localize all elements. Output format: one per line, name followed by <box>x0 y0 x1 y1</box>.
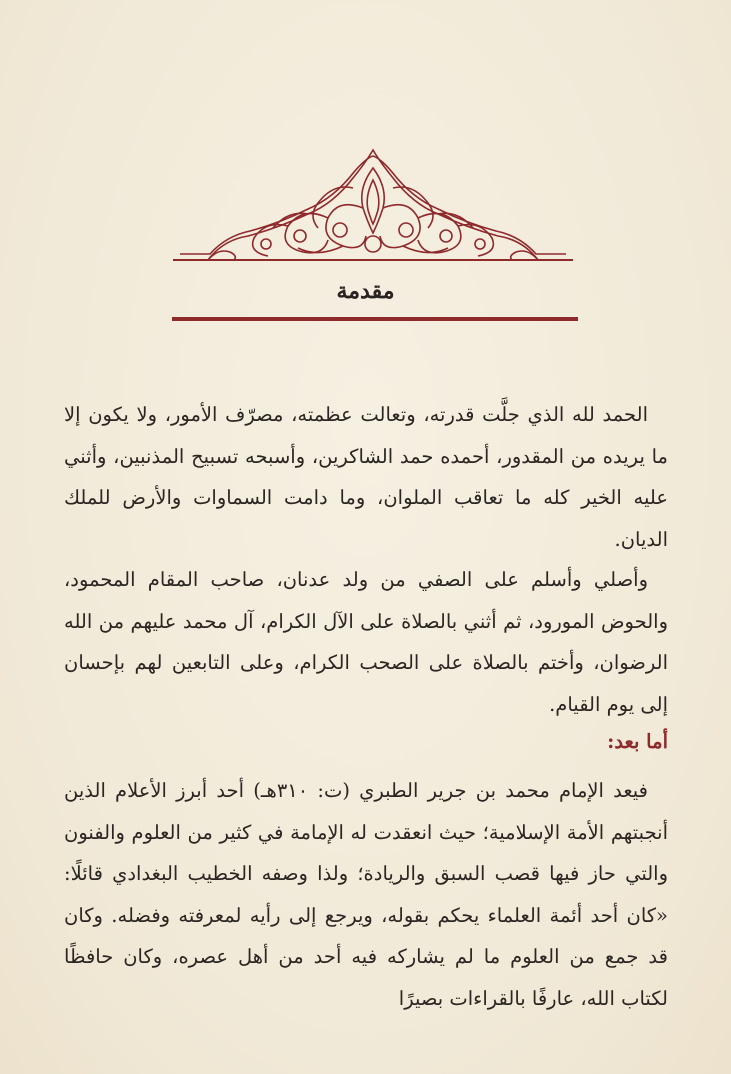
intro-paragraph-2 <box>64 559 668 725</box>
intro-paragraph-3 <box>64 770 668 1019</box>
paragraph-text: الحمد لله الذي جلَّت قدرته، وتعالت عظمته، مصرّف الأمور، ولا يكون إلا ما يريده من المقدور، أحمده حمد الشاكرين، وأسبحه تسبيح المذنبين، وأثني عليه الخير كله ما تعاقب الملوان، وما دامت السماوات والأرض للملك الديان. <box>64 403 668 551</box>
page-title: مقدمة <box>336 278 395 304</box>
arabesque-headpiece-icon <box>168 148 578 268</box>
paragraph-text: فيعد الإمام محمد بن جرير الطبري (ت: ٣١٠هـ) أحد أبرز الأعلام الذين أنجبتهم الأمة الإسلامية؛ حيث انعقدت له الإمامة في كثير من العلوم والفنون والتي حاز فيها قصب السبق والريادة؛ ولذا وصفه الخطيب البغدادي قائلًا: «كان أحد أئمة العلماء يحكم بقوله، ويرجع إلى رأيه لمعرفته وفضله. وكان قد جمع من العلوم ما لم يشاركه فيه أحد من أهل عصره، وكان حافظًا لكتاب الله، عارفًا بالقراءات بصيرًا <box>64 779 668 1010</box>
title-divider <box>172 317 578 321</box>
intro-paragraph-1 <box>64 394 668 560</box>
paragraph-text: وأصلي وأسلم على الصفي من ولد عدنان، صاحب المقام المحمود، والحوض المورود، ثم أثني بالصلاة على الآل الكرام، آل محمد عليهم من الله الرضوان، وأختم بالصلاة على الصحب الكرام، وعلى التابعين لهم بإحسان إلى يوم القيام. <box>64 568 668 716</box>
section-subheading: أما بعد: <box>607 730 668 753</box>
